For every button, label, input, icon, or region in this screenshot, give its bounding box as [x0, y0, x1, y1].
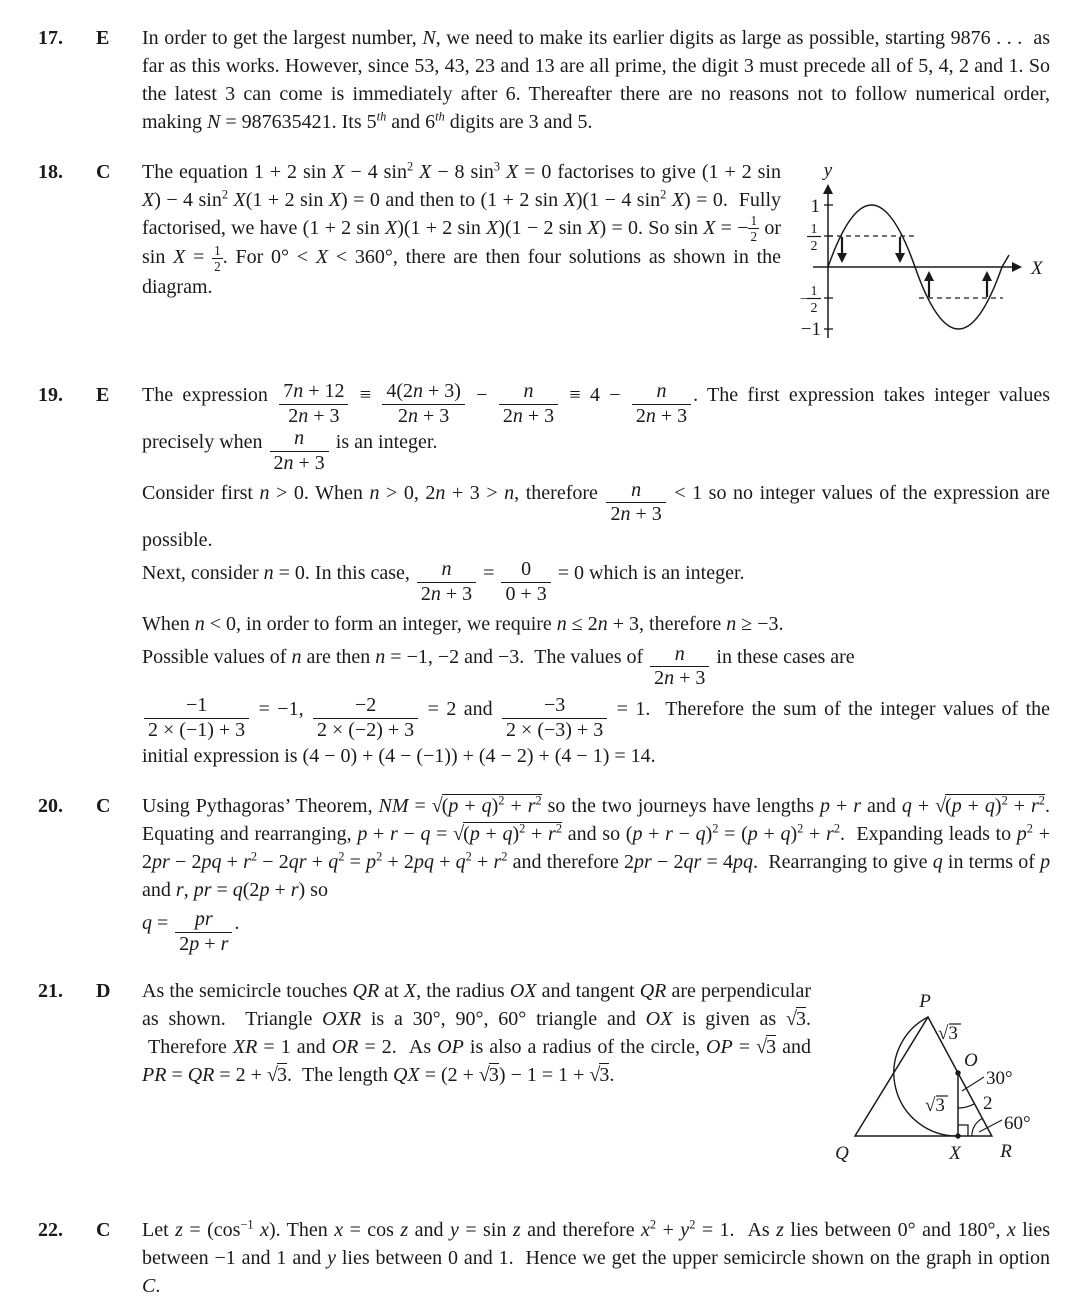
solution-paragraph: Next, consider n = 0. In this case, $\frac{n}{2n + 3}$ = $\frac{0}{0 + 3}$ = 0 which is an integer. [142, 558, 745, 605]
leader-30 [962, 1077, 984, 1091]
point-o [955, 1070, 960, 1075]
neg-half-numerator: 1 [810, 284, 818, 299]
question-body [142, 792, 1050, 956]
vertex-label-x: X [949, 1143, 961, 1165]
question-number: 19. [38, 384, 63, 406]
answer-letter: C [96, 1219, 111, 1242]
solution-paragraph: Using Pythagoras’ Theorem, NM = $√(p + q)^2 + r^2$ so the two journeys have lengths p + r and $q + √(p + q)^2 + r^2$. Equating and rearranging, $p + r - q = √(p + q)^2 + r^2$ and so $(p + r - q)^2 = (p + q)^2 + r^2$. Expanding leads to $p^2 + 2pr - 2pq + r^2 - 2qr + q^2 = p^2 + 2pq + q^2 + r^2$ and therefore 2pr − 2qr = 4pq. Rearranging to give q in terms of p and r, pr = q(2p + r) so [142, 792, 1051, 901]
solution-paragraph: $\frac{-1}{2 \times (-1) + 3}$ = −1, $\frac{-2}{2 \times (-2) + 3}$ = 2 and $\frac{-3}{2 \times (-3) + 3}$ = 1. Therefore the sum of the integer values of the initial expression is (4 − 0) + (4 − (−1)) + (4 − 2) + (4 − 1) = 14. [142, 694, 1051, 767]
half-denominator: 2 [810, 239, 818, 254]
answer-letter: D [96, 980, 111, 1003]
y-axis-label: y [823, 162, 833, 181]
question-22 [38, 1216, 1050, 1300]
vertex-label-p: P [919, 991, 931, 1013]
tick-label-1: 1 [810, 196, 820, 217]
answer-letter: E [96, 384, 110, 406]
question-body [142, 381, 1050, 770]
length-label-ox: √3 [925, 1095, 945, 1117]
question-number: 22. [38, 1219, 63, 1242]
triangle-outline [855, 1017, 992, 1136]
sine-graph-diagram [795, 162, 1050, 347]
question-number: 18. [38, 161, 63, 183]
solution-paragraph: Let $z = (\cos^{-1}$ x). Then x = cos z and y = sin z and therefore $x^2 + y^2 = 1$. As z lies between 0° and 180°, x lies between −1 and 1 and y lies between 0 and 1. Hence we get the upper semicircle shown on the graph in option C. [142, 1217, 1051, 1298]
solution-paragraph: Consider first n > 0. When n > 0, 2n + 3 > n, therefore $\frac{n}{2n + 3}$ < 1 so no integer values of the expression are possible. [142, 478, 1051, 551]
question-body [142, 24, 1050, 136]
question-19 [38, 381, 1050, 770]
length-label-po: √3 [938, 1023, 958, 1045]
answer-letter: C [96, 161, 111, 183]
question-number: 21. [38, 980, 63, 1003]
vertex-label-r: R [1000, 1141, 1012, 1163]
point-x [955, 1133, 960, 1138]
angle-arc-o [958, 1104, 975, 1108]
triangle-figure [825, 977, 1050, 1190]
question-number: 17. [38, 27, 63, 49]
half-numerator: 1 [810, 222, 818, 237]
length-label-or: 2 [983, 1093, 993, 1115]
solution-paragraph: When n < 0, in order to form an integer, we require n ≤ 2n + 3, therefore n ≥ −3. [142, 613, 784, 636]
tick-label-neg-1: −1 [800, 319, 821, 340]
question-17 [38, 24, 1050, 136]
question-body [142, 977, 1050, 1194]
angle-label-60: 60° [1004, 1113, 1031, 1135]
solution-paragraph: In order to get the largest number, N, we need to make its earlier digits as large as possible, starting 9876 . . . as far as this works. However, since 53, 43, 23 and 13 are all prime, the digit 3 must precede all of 5, 4, 2 and 1. So the latest 3 can come is immediately after 6. Thereafter there are no reasons not to follow numerical order, making N = 987635421. Its 5th and 6th digits are 3 and 5. [142, 27, 1050, 133]
question-body [142, 1216, 1050, 1300]
answer-letter: C [96, 794, 111, 817]
answer-letter: E [96, 27, 110, 49]
question-20 [38, 792, 1050, 956]
triangle-diagram [825, 977, 1050, 1182]
solution-paragraph: q = $\frac{pr}{2p + r}$ . [142, 907, 240, 955]
question-number: 20. [38, 794, 63, 817]
solution-paragraph: As the semicircle touches QR at X, the radius OX and tangent QR are perpendicular as shown. Triangle OXR is a 30°, 90°, 60° triangle and OX is given as √3. Therefore XR = 1 and OR = 2. As OP is also a radius of the circle, OP = √3 and PR = QR = 2 + √3. The length QX = (2 + √3) − 1 = 1 + √3. [142, 980, 812, 1087]
neg-half-denominator: 2 [810, 301, 818, 316]
centre-label-o: O [964, 1050, 978, 1072]
question-21 [38, 977, 1050, 1194]
solution-paragraph: The equation 1 + 2 sin X − 4 $\sin^2 X - 8$ $\sin^3 X = 0$ factorises to give (1 + 2 sin X) − 4 $\sin^2 X(1 + 2$ sin X) = 0 and then to (1 + 2 sin X)(1 − 4 $\sin^2 X) = 0$. Fully factorised, we have (1 + 2 sin X)(1 + 2 sin X)(1 − 2 sin X) = 0. So sin X = − $\frac{1}{2}$ or sin X = $\frac{1}{2}$ . For 0° < X < 360°, there are then four solutions as shown in the diagram. [142, 159, 782, 298]
x-axis-label: X [1031, 258, 1043, 279]
solution-paragraph: The expression $\frac{7n + 12}{2n + 3}$ ≡ $\frac{4(2n + 3)}{2n + 3}$ − $\frac{n}{2n + 3}$ ≡ 4 − $\frac{n}{2n + 3}$ . The first expression takes integer values precisely when $\frac{n}{2n + 3}$ is an integer. [142, 380, 1051, 474]
question-18 [38, 158, 1050, 359]
solution-paragraph: Possible values of n are then n = −1, −2 and −3. The values of $\frac{n}{2n + 3}$ in these cases are [142, 642, 855, 690]
question-body [142, 158, 1050, 359]
neg-half-minus: − [800, 292, 808, 307]
leader-60 [979, 1120, 1002, 1132]
vertex-label-q: Q [835, 1143, 849, 1165]
angle-arc-r [972, 1119, 983, 1137]
sine-graph-figure [795, 162, 1050, 355]
angle-label-30: 30° [986, 1068, 1013, 1090]
